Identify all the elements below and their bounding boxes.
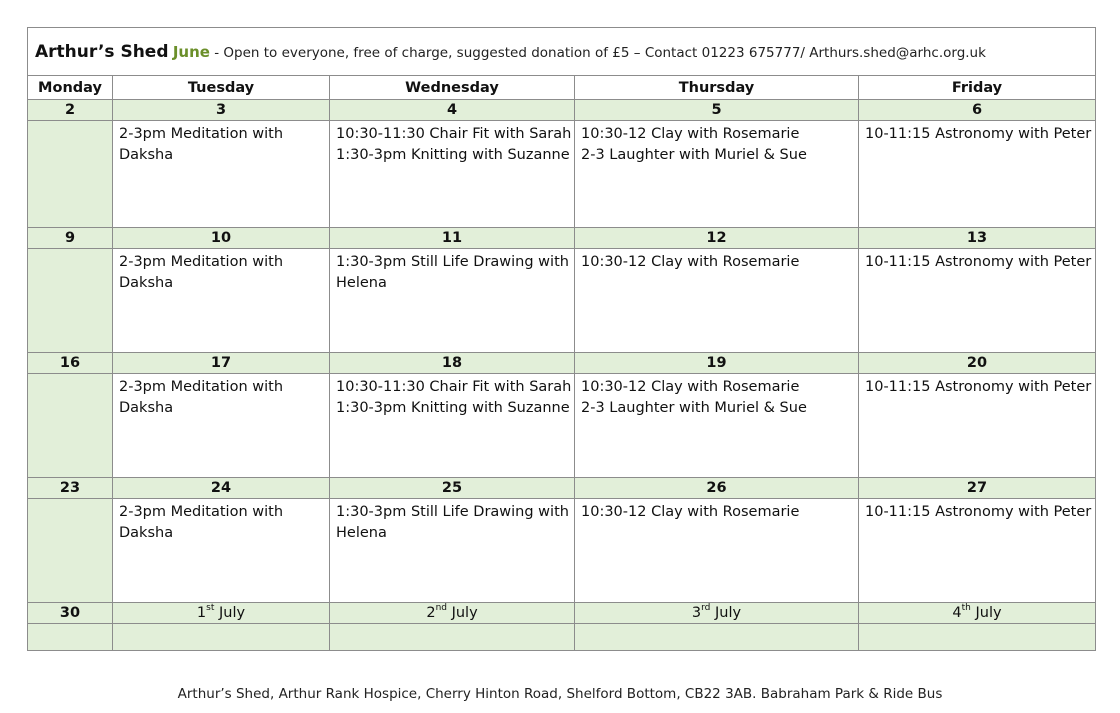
event-line: Daksha: [119, 147, 174, 163]
calendar-title-bar: [28, 28, 1096, 76]
event-cell: [575, 374, 859, 478]
event-cell: [113, 249, 330, 353]
monday-closed-cell: [28, 121, 113, 228]
weekday-thursday: Thursday: [575, 76, 859, 100]
week-events-row: [28, 499, 1096, 603]
week-date-row: [28, 478, 1096, 499]
event-line: 10:30-11:30 Chair Fit with Sarah: [336, 379, 572, 395]
event-line: 10:30-12 Clay with Rosemarie: [581, 254, 800, 270]
date-cell: 25: [330, 478, 575, 499]
footer-address: Arthur’s Shed, Arthur Rank Hospice, Cherry Hinton Road, Shelford Bottom, CB22 3AB. Babraham Park & Ride Bus: [177, 686, 943, 702]
weekday-monday: Monday: [28, 76, 113, 100]
date-cell: 2: [28, 100, 113, 121]
event-line: Helena: [336, 525, 387, 541]
week-events-row: [28, 249, 1096, 353]
event-line: 10:30-12 Clay with Rosemarie: [581, 504, 800, 520]
week-events-row: [28, 374, 1096, 478]
month-label: June: [172, 42, 210, 61]
date-cell: 16: [28, 353, 113, 374]
weekday-friday: Friday: [859, 76, 1096, 100]
event-cell: [330, 374, 575, 478]
date-suffix: th: [961, 603, 971, 614]
event-line: 1:30-3pm Knitting with Suzanne: [336, 400, 570, 416]
date-cell: 18: [330, 353, 575, 374]
date-cell: 5: [575, 100, 859, 121]
event-cell: [330, 249, 575, 353]
event-line: 10:30-11:30 Chair Fit with Sarah: [336, 126, 572, 142]
empty-cell: [575, 624, 859, 651]
shed-title: Arthur’s Shed: [35, 41, 169, 62]
event-line: 10-11:15 Astronomy with Peter: [865, 379, 1092, 395]
weekday-header-row: [28, 76, 1096, 100]
monday-closed-cell: [28, 374, 113, 478]
date-month: July: [715, 605, 742, 621]
event-cell: [859, 121, 1096, 228]
date-cell: 26: [575, 478, 859, 499]
event-cell: [330, 121, 575, 228]
week-date-row: [28, 228, 1096, 249]
event-cell: [859, 374, 1096, 478]
event-cell: [859, 249, 1096, 353]
event-cell: [113, 121, 330, 228]
date-cell: 30: [28, 603, 113, 624]
event-cell: [859, 499, 1096, 603]
date-cell-july-2: [330, 603, 575, 624]
event-line: 1:30-3pm Still Life Drawing with: [336, 254, 569, 270]
date-num: 2: [426, 605, 436, 621]
event-cell: [575, 249, 859, 353]
date-month: July: [451, 605, 478, 621]
event-line: 1:30-3pm Knitting with Suzanne: [336, 147, 570, 163]
date-cell: 9: [28, 228, 113, 249]
event-line: 2-3 Laughter with Muriel & Sue: [581, 400, 807, 416]
date-num: 3: [691, 605, 702, 621]
date-cell: 23: [28, 478, 113, 499]
date-cell: 24: [113, 478, 330, 499]
event-cell: [575, 499, 859, 603]
event-line: 10:30-12 Clay with Rosemarie: [581, 379, 800, 395]
final-week-empty-row: [28, 624, 1096, 651]
date-cell-july-3: [575, 603, 859, 624]
event-line: Helena: [336, 275, 387, 291]
contact-info: - Open to everyone, free of charge, suggested donation of £5 – Contact 01223 675777/ Arthurs.shed@arhc.org.uk: [214, 44, 986, 61]
weekday-wednesday: Wednesday: [330, 76, 575, 100]
date-month: July: [975, 605, 1002, 621]
date-cell: 6: [859, 100, 1096, 121]
weekday-tuesday: Tuesday: [113, 76, 330, 100]
event-line: 10:30-12 Clay with Rosemarie: [581, 126, 800, 142]
date-suffix: nd: [435, 603, 447, 614]
event-cell: [575, 121, 859, 228]
date-cell: 13: [859, 228, 1096, 249]
event-line: Daksha: [119, 400, 174, 416]
event-line: 2-3 Laughter with Muriel & Sue: [581, 147, 807, 163]
date-cell: 10: [113, 228, 330, 249]
date-cell: 19: [575, 353, 859, 374]
calendar-sheet: [27, 27, 1095, 651]
empty-cell: [859, 624, 1096, 651]
event-line: 10-11:15 Astronomy with Peter: [865, 254, 1092, 270]
empty-cell: [330, 624, 575, 651]
calendar-table: [27, 27, 1096, 651]
event-line: 2-3pm Meditation with: [119, 126, 284, 142]
date-cell-july-4: [859, 603, 1096, 624]
date-num: 4: [952, 605, 962, 621]
date-cell: 20: [859, 353, 1096, 374]
weeks-body: [28, 100, 1096, 603]
event-cell: [113, 374, 330, 478]
event-cell: [330, 499, 575, 603]
date-cell-july-1: [113, 603, 330, 624]
event-line: 2-3pm Meditation with: [119, 504, 284, 520]
empty-cell: [113, 624, 330, 651]
monday-closed-cell: [28, 499, 113, 603]
date-cell: 17: [113, 353, 330, 374]
date-cell: 12: [575, 228, 859, 249]
date-month: July: [218, 605, 246, 621]
event-cell: [113, 499, 330, 603]
event-line: Daksha: [119, 275, 174, 291]
date-cell: 4: [330, 100, 575, 121]
final-week-date-row: [28, 603, 1096, 624]
event-line: 2-3pm Meditation with: [119, 254, 284, 270]
event-line: 2-3pm Meditation with: [119, 379, 284, 395]
empty-cell: [28, 624, 113, 651]
date-cell: 27: [859, 478, 1096, 499]
date-suffix: rd: [701, 603, 711, 614]
week-date-row: [28, 100, 1096, 121]
date-cell: 3: [113, 100, 330, 121]
date-cell: 11: [330, 228, 575, 249]
event-line: 10-11:15 Astronomy with Peter: [865, 126, 1092, 142]
date-num: 1: [196, 605, 207, 621]
monday-closed-cell: [28, 249, 113, 353]
week-date-row: [28, 353, 1096, 374]
date-suffix: st: [206, 603, 215, 614]
event-line: 1:30-3pm Still Life Drawing with: [336, 504, 569, 520]
event-line: Daksha: [119, 525, 174, 541]
event-line: 10-11:15 Astronomy with Peter: [865, 504, 1092, 520]
week-events-row: [28, 121, 1096, 228]
